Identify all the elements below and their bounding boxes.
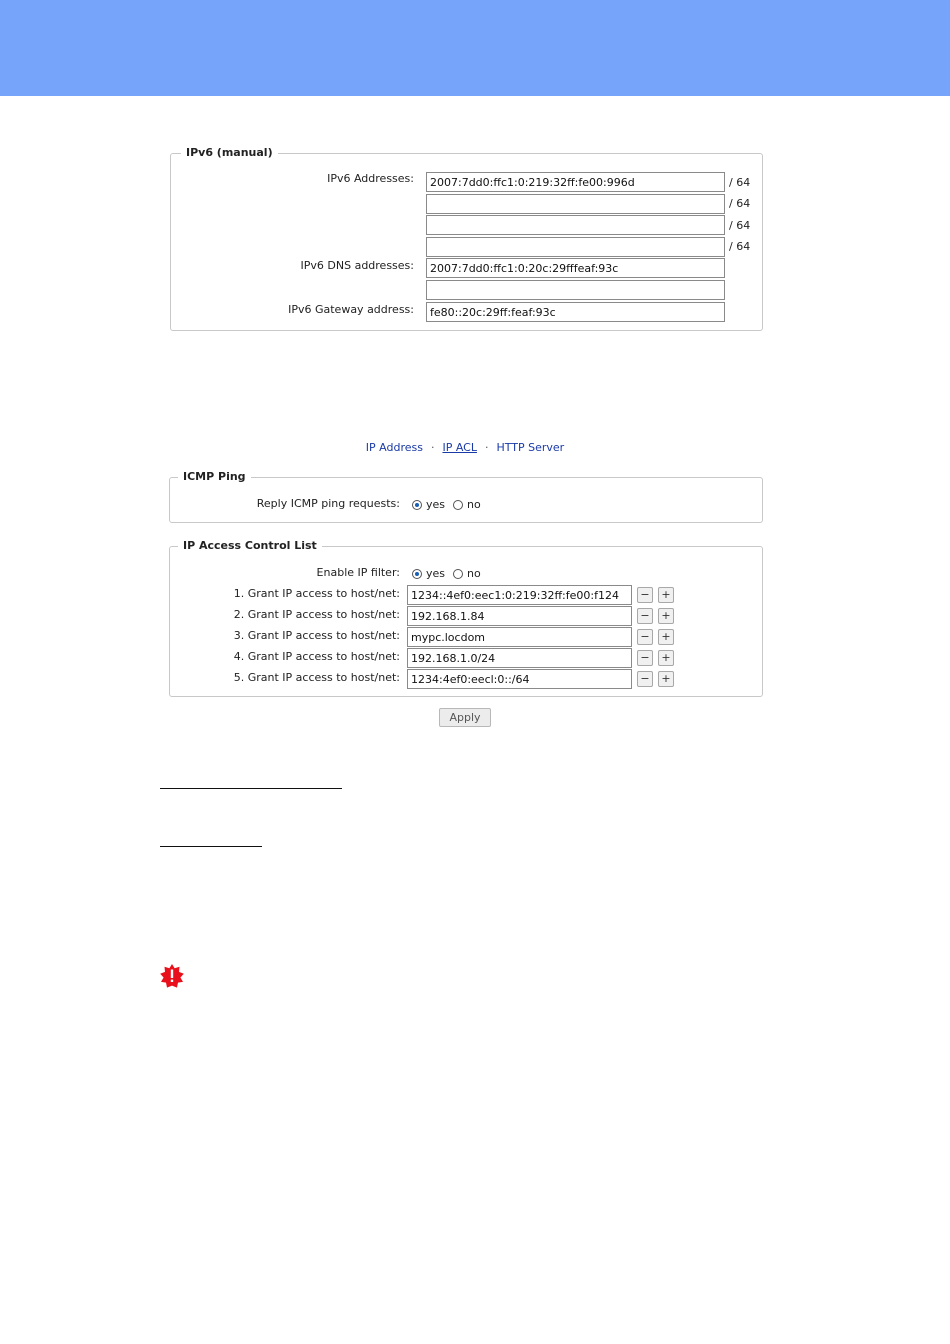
acl-row-5-input[interactable] xyxy=(407,669,632,689)
acl-row-3-remove-button[interactable]: − xyxy=(637,629,653,645)
apply-button[interactable]: Apply xyxy=(439,708,491,727)
settings-nav xyxy=(0,441,930,455)
nav-separator: · xyxy=(484,441,489,454)
icmp-reply-label: Reply ICMP ping requests: xyxy=(256,497,400,510)
ipv6-address-1-prefix: / 64 xyxy=(729,176,751,189)
acl-row-1-label: 1. Grant IP access to host/net: xyxy=(233,587,400,600)
acl-row-4-label: 4. Grant IP access to host/net: xyxy=(233,650,400,663)
acl-row-5-remove-button[interactable]: − xyxy=(637,671,653,687)
ipv6-addresses-label: IPv6 Addresses: xyxy=(327,172,414,185)
acl-row-4-add-button[interactable]: + xyxy=(658,650,674,666)
icmp-yes-label: yes xyxy=(426,498,446,511)
nav-link-http-server[interactable]: HTTP Server xyxy=(496,441,565,454)
acl-row-5-add-button[interactable]: + xyxy=(658,671,674,687)
acl-row-1-remove-button[interactable]: − xyxy=(637,587,653,603)
ip-filter-no-label: no xyxy=(467,567,481,580)
ip-filter-label: Enable IP filter: xyxy=(316,566,400,579)
icmp-no-label: no xyxy=(467,498,481,511)
acl-row-4-input[interactable] xyxy=(407,648,632,668)
ipv6-dns-label: IPv6 DNS addresses: xyxy=(300,259,414,272)
header-banner xyxy=(0,0,950,96)
ipv6-dns-2-input[interactable] xyxy=(426,280,725,300)
ipv6-address-2-input[interactable] xyxy=(426,194,725,214)
ip-filter-no-radio[interactable] xyxy=(453,569,463,579)
acl-row-2-remove-button[interactable]: − xyxy=(637,608,653,624)
ip-filter-yes-radio[interactable] xyxy=(412,569,422,579)
icmp-no-radio[interactable] xyxy=(453,500,463,510)
acl-row-3-add-button[interactable]: + xyxy=(658,629,674,645)
ipv6-dns-1-input[interactable] xyxy=(426,258,725,278)
icmp-yes-radio[interactable] xyxy=(412,500,422,510)
acl-row-3-input[interactable] xyxy=(407,627,632,647)
nav-link-ip-address[interactable]: IP Address xyxy=(365,441,423,454)
acl-row-4-remove-button[interactable]: − xyxy=(637,650,653,666)
underline-rule xyxy=(160,788,342,789)
warning-burst-icon xyxy=(160,964,184,988)
ipv6-gateway-label: IPv6 Gateway address: xyxy=(288,303,414,316)
ipv6-address-3-input[interactable] xyxy=(426,215,725,235)
ip-acl-legend: IP Access Control List xyxy=(178,539,322,553)
ipv6-manual-legend: IPv6 (manual) xyxy=(181,146,278,160)
acl-row-2-add-button[interactable]: + xyxy=(658,608,674,624)
acl-row-2-input[interactable] xyxy=(407,606,632,626)
nav-separator: · xyxy=(430,441,435,454)
ipv6-address-3-prefix: / 64 xyxy=(729,219,751,232)
acl-row-3-label: 3. Grant IP access to host/net: xyxy=(233,629,400,642)
nav-link-ip-acl[interactable]: IP ACL xyxy=(442,441,477,454)
underline-rule xyxy=(160,846,262,847)
ipv6-address-1-input[interactable] xyxy=(426,172,725,192)
icmp-ping-legend: ICMP Ping xyxy=(178,470,251,484)
ip-filter-yes-label: yes xyxy=(426,567,446,580)
acl-row-1-input[interactable] xyxy=(407,585,632,605)
acl-row-1-add-button[interactable]: + xyxy=(658,587,674,603)
acl-row-5-label: 5. Grant IP access to host/net: xyxy=(233,671,400,684)
ipv6-address-2-prefix: / 64 xyxy=(729,197,751,210)
acl-row-2-label: 2. Grant IP access to host/net: xyxy=(233,608,400,621)
ipv6-address-4-prefix: / 64 xyxy=(729,240,751,253)
ipv6-gateway-input[interactable] xyxy=(426,302,725,322)
ipv6-address-4-input[interactable] xyxy=(426,237,725,257)
